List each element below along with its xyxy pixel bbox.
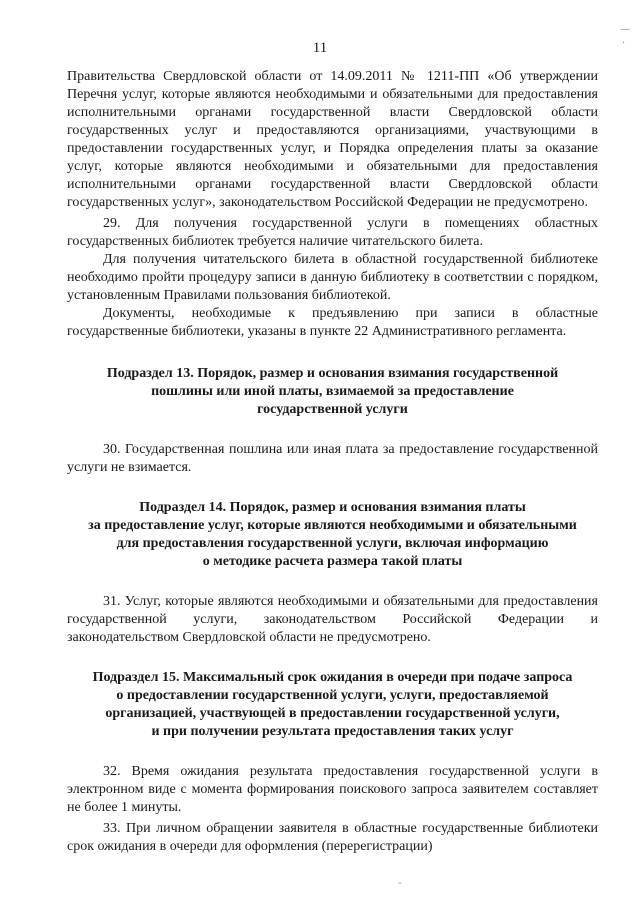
- heading-line: Подраздел 13. Порядок, размер и основания взимания государственной: [106, 366, 559, 381]
- heading-line: за предоставление услуг, которые являются необходимыми и обязательными: [88, 518, 577, 533]
- paragraph: 32. Время ожидания результата предоставления государственной услуги в электронном виде с момента формирования поискового запроса заявителем составляет не более 1 минуты.: [67, 764, 598, 815]
- heading-line: Подраздел 15. Максимальный срок ожидания в очереди при подаче запроса: [92, 670, 573, 685]
- paragraph: Правительства Свердловской области от 14.09.2011 № 1211-ПП «Об утверждении Перечня услуг, которые являются необходимыми и обязательными для предоставления исполнительными органами государственной власти Свердловской области государственных услуг и предоставляются организациями, участвующими в предоставлении государственных услуг, и Порядка определения платы за оказание услуг, которые являются необходимыми и обязательными для предоставления исполнительными органами государственной власти Свердловской области государственных услуг», законодательством Российской Федерации не предусмотрено.: [67, 69, 598, 210]
- paragraph: Документы, необходимые к предъявлению при записи в областные государственные библиотеки, указаны в пункте 22 Административного регламента.: [67, 306, 598, 339]
- heading-line: пошлины или иной платы, взимаемой за предоставление: [151, 384, 514, 399]
- section-heading: [67, 499, 598, 571]
- scan-mark: ·: [622, 38, 626, 49]
- heading-line: и при получении результата предоставления таких услуг: [151, 724, 514, 739]
- heading-line: о предоставлении государственной услуги, услуги, предоставляемой: [116, 688, 549, 703]
- paragraph: 30. Государственная пошлина или иная плата за предоставление государственной услуги не взимается.: [67, 442, 598, 475]
- heading-line: для предоставления государственной услуги, включая информацию: [116, 536, 549, 551]
- paragraph: 29. Для получения государственной услуги в помещениях областных государственных библиотек требуется наличие читательского билета.: [67, 216, 598, 249]
- heading-line: государственной услуги: [257, 402, 408, 417]
- document-body: [67, 68, 598, 856]
- paragraph: 31. Услуг, которые являются необходимыми и обязательными для предоставления государственной услуги, законодательством Российской Федерации и законодательством Свердловской области не предусмотрено.: [67, 594, 598, 645]
- heading-line: организацией, участвующей в предоставлении государственной услуги,: [105, 706, 560, 721]
- scan-mark: —: [620, 24, 630, 35]
- section-heading: [67, 669, 598, 741]
- page-number: 11: [312, 40, 328, 56]
- heading-line: о методике расчета размера такой платы: [202, 554, 463, 569]
- heading-line: Подраздел 14. Порядок, размер и основания взимания платы: [139, 500, 526, 515]
- section-heading: [67, 365, 598, 419]
- paragraph: 33. При личном обращении заявителя в областные государственные библиотеки срок ожидания в очереди для оформления (перерегистрации): [67, 821, 598, 854]
- scan-mark: -: [398, 878, 402, 889]
- paragraph: Для получения читательского билета в областной государственной библиотеке необходимо пройти процедуру записи в данную библиотеку в соответствии с порядком, установленным Правилами пользования библиотекой.: [67, 252, 598, 303]
